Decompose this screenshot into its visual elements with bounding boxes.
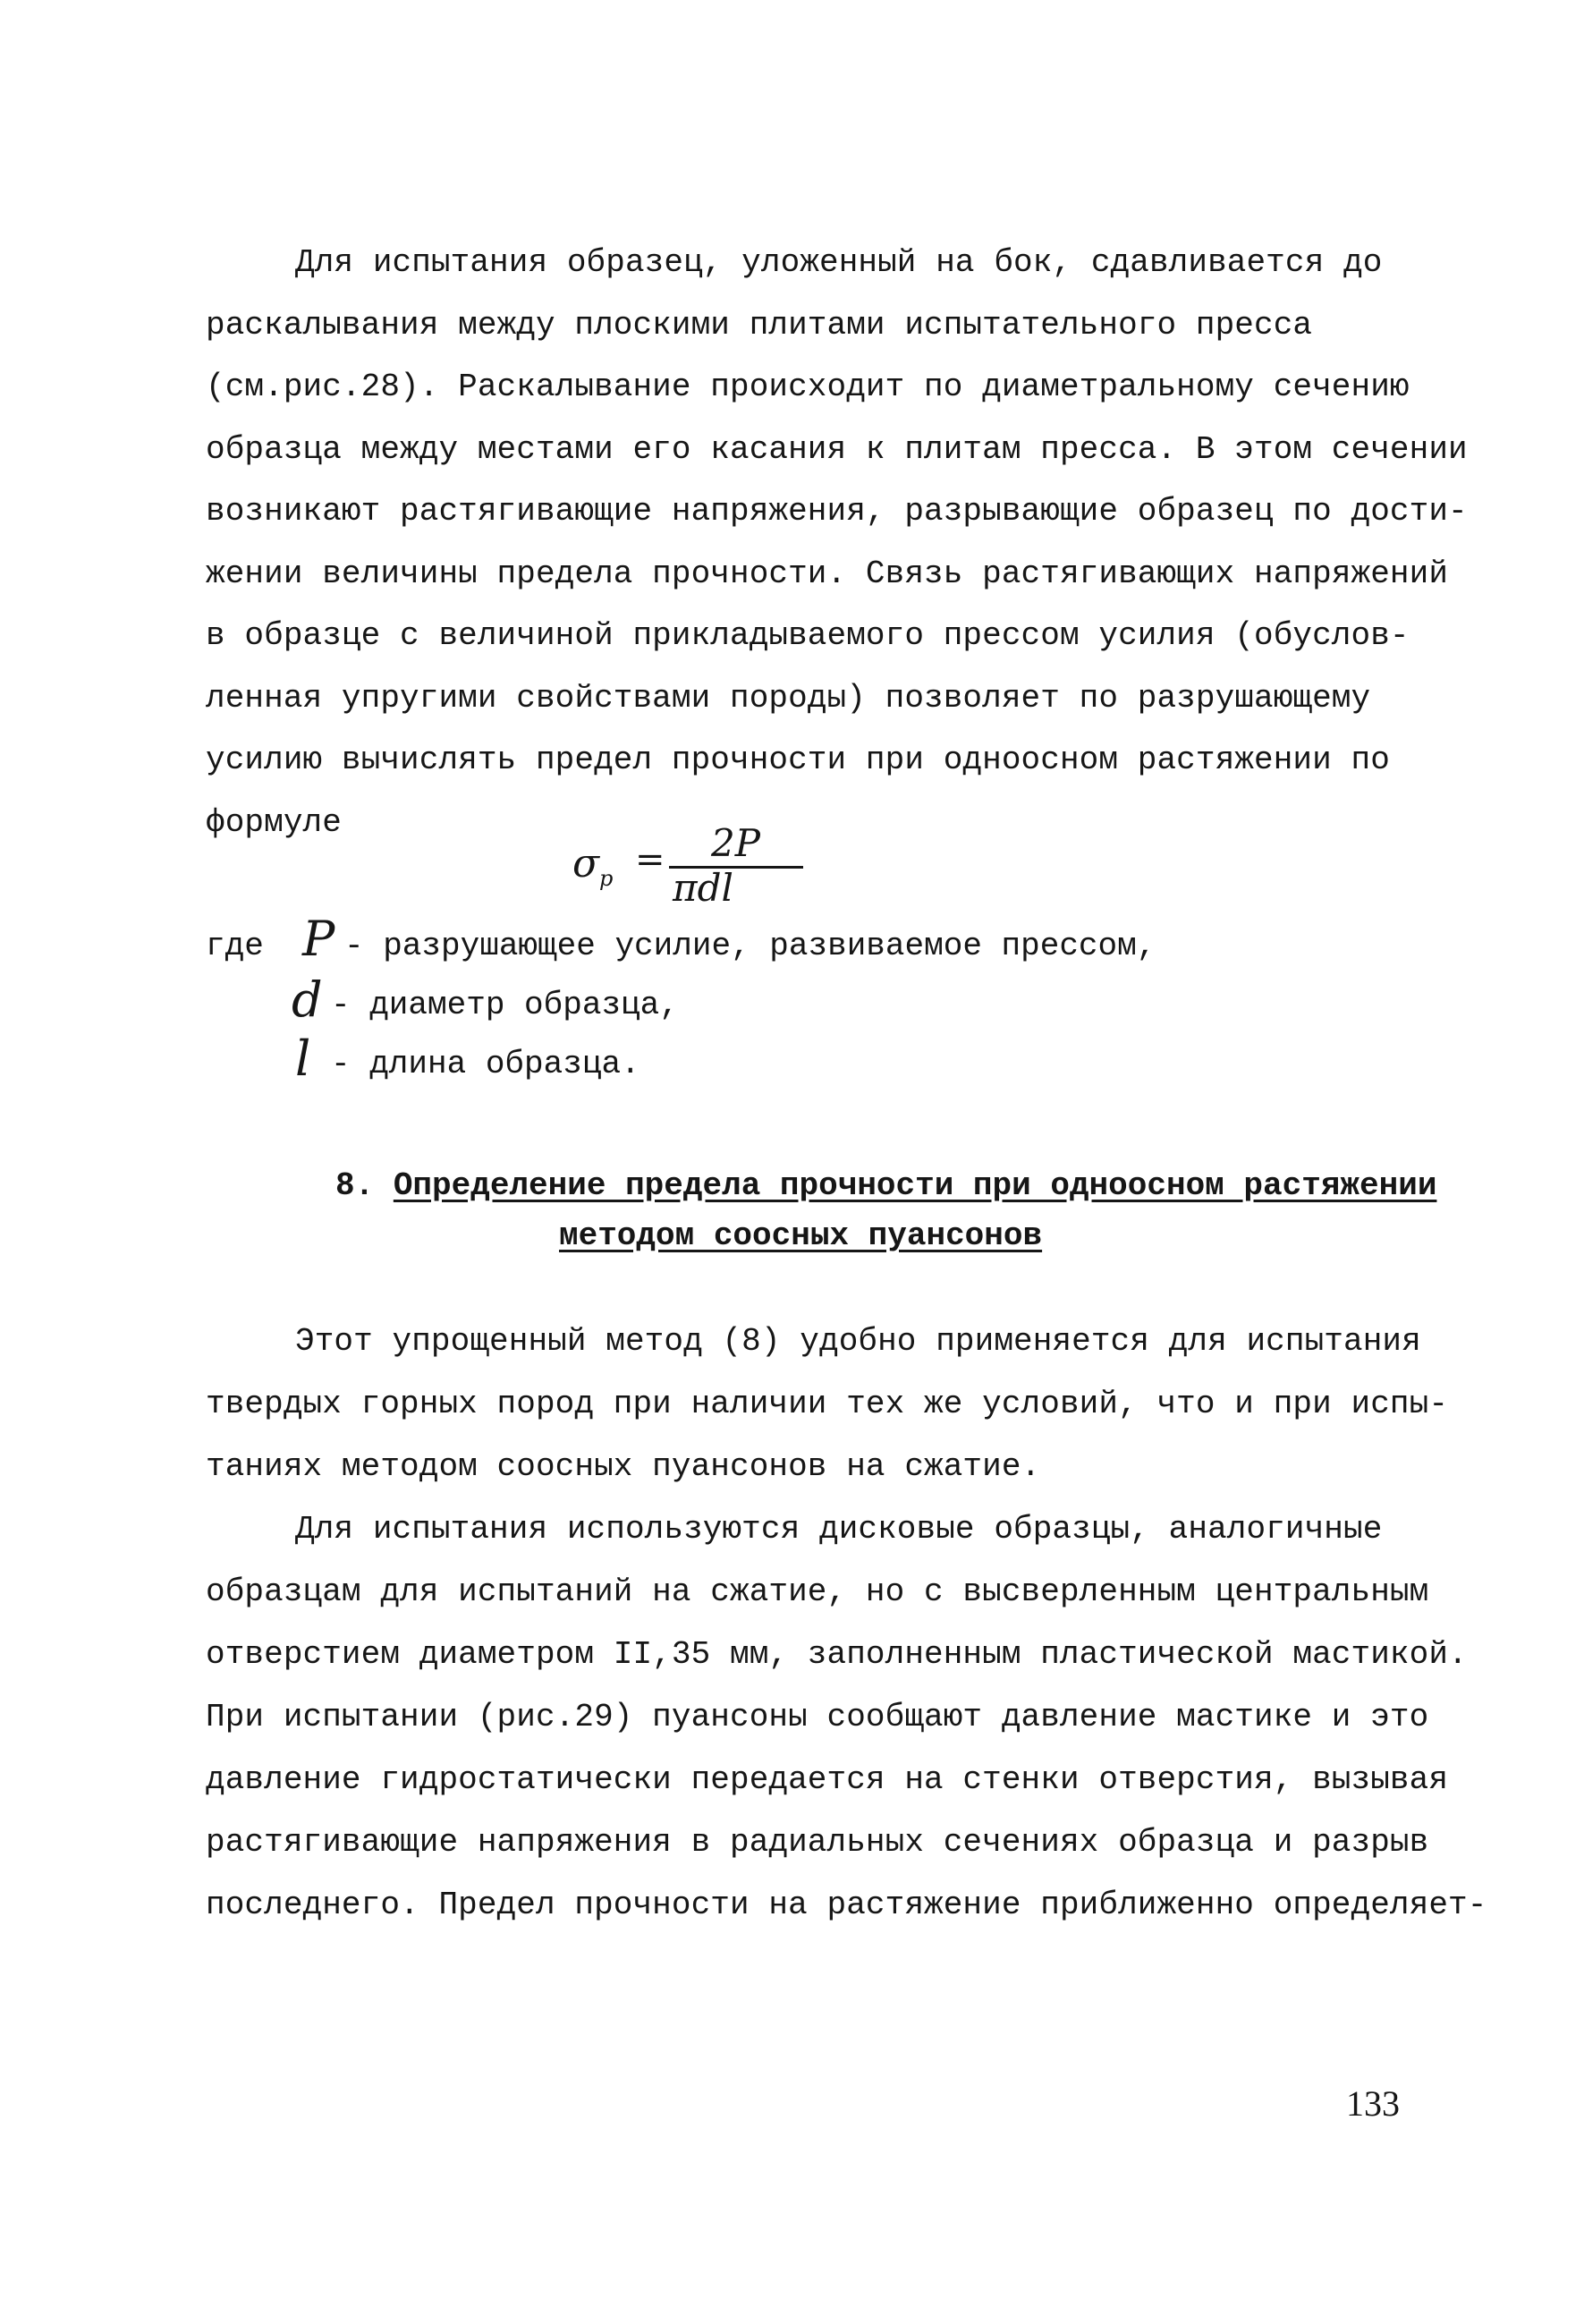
p3-line-1: Для испытания используются дисковые образцы, аналогичные <box>295 1511 1383 1548</box>
definitions-intro: где <box>206 928 264 964</box>
p1-line-2: раскалывания между плоскими плитами испытательного пресса <box>206 307 1313 344</box>
p3-line-3: отверстием диаметром II,35 мм, заполненным пластической мастикой. <box>206 1636 1468 1673</box>
p1-line-6: жении величины предела прочности. Связь растягивающих напряжений <box>206 556 1449 592</box>
definition-l: - длина образца. <box>331 1046 640 1082</box>
symbol-l: l <box>295 1031 311 1087</box>
p3-line-5: давление гидростатически передается на стенки отверстия, вызывая <box>206 1761 1449 1798</box>
formula-lhs: $\sigma_p$ <box>572 841 614 891</box>
p3-line-4: При испытании (рис.29) пуансоны сообщают давление мастике и это <box>206 1699 1429 1735</box>
definition-d: - диаметр образца, <box>331 987 679 1023</box>
p1-line-4: образца между местами его касания к плитам пресса. В этом сечении <box>206 431 1468 468</box>
section-title-2: методом соосных пуансонов <box>559 1217 1043 1254</box>
p3-line-6: растягивающие напряжения в радиальных сечениях образца и разрыв <box>206 1824 1429 1861</box>
formula-numerator: 2P <box>711 821 760 865</box>
page-number: 133 <box>1346 2083 1400 2124</box>
p1-line-8: ленная упругими свойствами породы) позволяет по разрушающему <box>206 680 1371 717</box>
p3-line-2: образцам для испытаний на сжатие, но с высверленным центральным <box>206 1573 1429 1610</box>
p1-line-5: возникают растягивающие напряжения, разрывающие образец по дости- <box>206 493 1468 530</box>
formula-denominator: πdl <box>673 866 733 910</box>
p1-line-10: формуле <box>206 804 342 841</box>
formula-equals: = <box>635 839 665 880</box>
p1-line-7: в образце с величиной прикладываемого прессом усилия (обуслов- <box>206 617 1410 654</box>
p3-line-7: последнего. Предел прочности на растяжение приближенно определяет- <box>206 1887 1487 1923</box>
p2-line-1: Этот упрощенный метод (8) удобно применяется для испытания <box>295 1323 1421 1360</box>
p1-line-1: Для испытания образец, уложенный на бок, сдавливается до <box>295 244 1383 281</box>
p2-line-2: твердых горных пород при наличии тех же условий, что и при испы- <box>206 1386 1449 1422</box>
section-heading-line-1 <box>335 1165 1436 1208</box>
section-number: 8. <box>335 1167 375 1204</box>
section-heading-line-2 <box>559 1215 1042 1258</box>
p1-line-9: усилию вычислять предел прочности при одноосном растяжении по <box>206 742 1390 778</box>
symbol-d: d <box>292 971 323 1028</box>
tensile-strength-formula <box>572 821 805 910</box>
section-title-1: Определение предела прочности при одноосном растяжении <box>393 1167 1437 1204</box>
definition-P: - разрушающее усилие, развиваемое прессом, <box>344 928 1156 964</box>
symbol-P: P <box>302 911 335 967</box>
p2-line-3: таниях методом соосных пуансонов на сжатие. <box>206 1448 1041 1485</box>
p1-line-3: (см.рис.28). Раскалывание происходит по диаметральному сечению <box>206 369 1410 405</box>
